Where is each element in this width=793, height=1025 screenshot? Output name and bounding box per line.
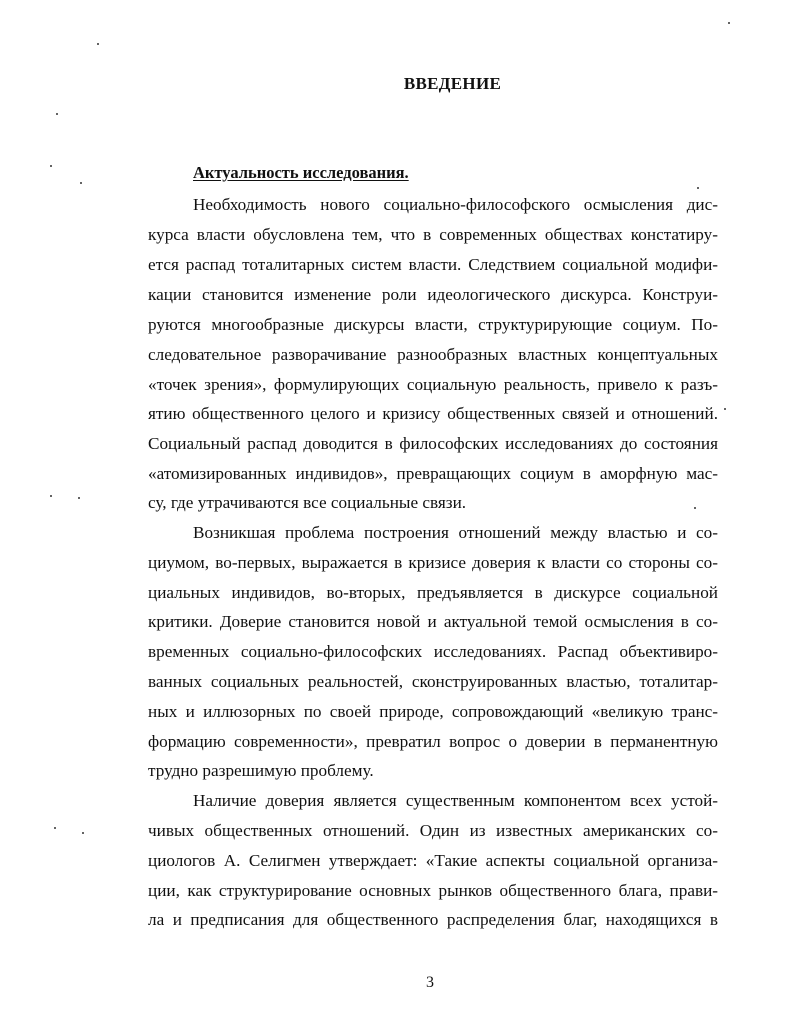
text-line: циологов А. Селигмен утверждает: «Такие аспекты социальной организа- (148, 851, 718, 870)
scan-speck (694, 507, 696, 509)
scan-speck (50, 495, 52, 497)
text-line: Возникшая проблема построения отношений между властью и со- (193, 523, 718, 542)
scan-speck (728, 22, 730, 24)
text-line: ется распад тоталитарных систем власти. Следствием социальной модифи- (148, 255, 718, 274)
text-line: ных и иллюзорных по своей природе, сопровождающий «великую транс- (148, 702, 718, 721)
page-title: ВВЕДЕНИЕ (403, 74, 502, 93)
scan-speck (724, 408, 726, 410)
text-line: кации становится изменение роли идеологического дискурса. Конструи- (148, 285, 718, 304)
text-line: руются многообразные дискурсы власти, структурирующие социум. По- (148, 315, 718, 334)
text-line: ятию общественного целого и кризису общественных связей и отношений. (148, 404, 718, 423)
scan-speck (50, 165, 52, 167)
text-line: формацию современности», превратил вопрос о доверии в перманентную (148, 732, 718, 751)
text-line: трудно разрешимую проблему. (148, 761, 374, 780)
text-line: Социальный распад доводится в философских исследованиях до состояния (148, 434, 718, 453)
scan-speck (697, 187, 699, 189)
text-line: ванных социальных реальностей, сконструированных властью, тоталитар- (148, 672, 718, 691)
text-line: критики. Доверие становится новой и актуальной темой осмысления в со- (148, 612, 718, 631)
scan-speck (97, 43, 99, 45)
section-heading: Актуальность исследования. (193, 163, 409, 182)
text-line: ла и предписания для общественного распределения благ, находящихся в (148, 910, 718, 929)
scan-speck (54, 827, 56, 829)
text-line: Необходимость нового социально-философского осмысления дис- (193, 195, 718, 214)
text-line: чивых общественных отношений. Один из известных американских со- (148, 821, 718, 840)
text-line: циальных индивидов, во-вторых, предъявляется в дискурсе социальной (148, 583, 718, 602)
scan-speck (80, 182, 82, 184)
text-line: циумом, во-первых, выражается в кризисе доверия к власти со стороны со- (148, 553, 718, 572)
page-number: 3 (426, 974, 434, 991)
text-line: «точек зрения», формулирующих социальную реальность, привело к разъ- (148, 375, 718, 394)
text-line: Наличие доверия является существенным компонентом всех устой- (193, 791, 718, 810)
text-line: следовательное разворачивание разнообразных властных концептуальных (148, 345, 718, 364)
text-line: курса власти обусловлена тем, что в современных обществах констатиру- (148, 225, 718, 244)
text-line: ции, как структурирование основных рынков общественного блага, прави- (148, 881, 718, 900)
text-line: су, где утрачиваются все социальные связи. (148, 493, 467, 512)
scan-speck (78, 497, 80, 499)
text-line: «атомизированных индивидов», превращающих социум в аморфную мас- (148, 464, 718, 483)
scan-speck (56, 113, 58, 115)
scan-speck (82, 832, 84, 834)
text-line: временных социально-философских исследованиях. Распад объективиро- (148, 642, 718, 661)
